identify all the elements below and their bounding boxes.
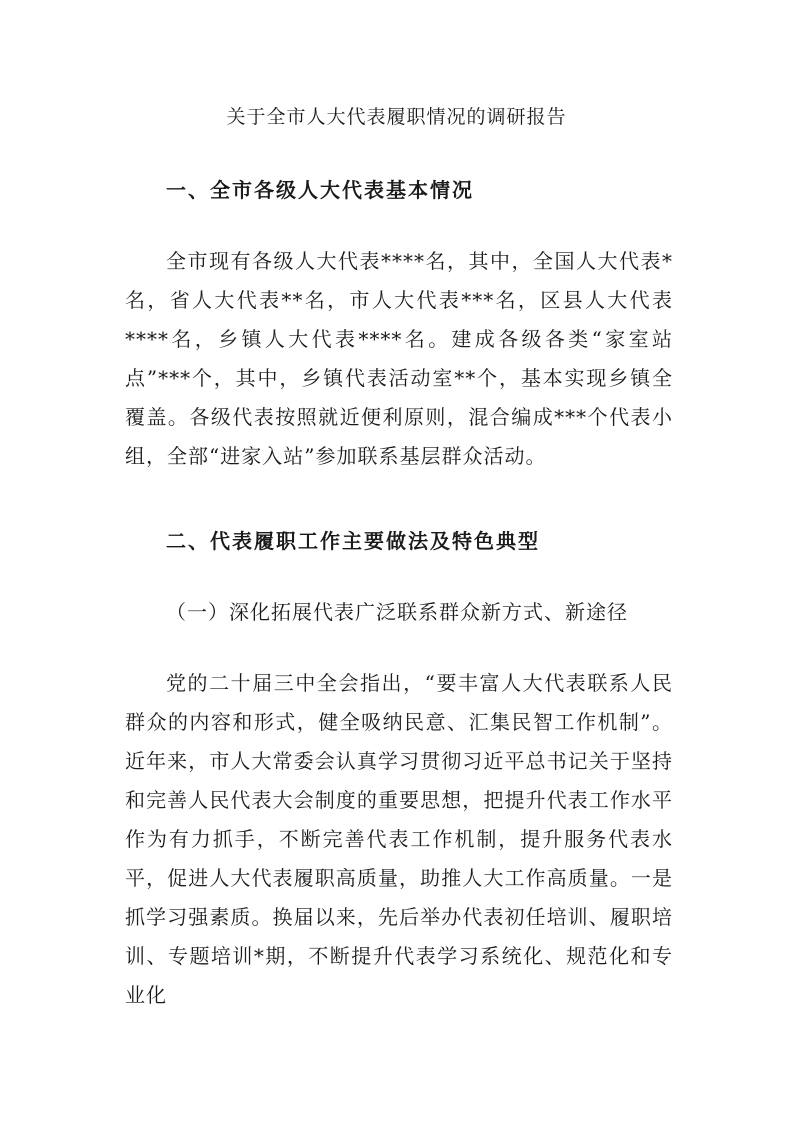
section-1-heading: 一、全市各级人大代表基本情况	[166, 178, 474, 202]
document-title: 关于全市人大代表履职情况的调研报告	[226, 106, 567, 128]
subsection-1-heading: （一）深化拓展代表广泛联系群众新方式、新途径	[166, 600, 628, 624]
section-2-heading: 二、代表履职工作主要做法及特色典型	[166, 529, 540, 553]
section-1-paragraph: 全市现有各级人大代表****名，其中，全国人大代表*名，省人大代表**名，市人大代表***名，区县人大代表****名，乡镇人大代表****名。建成各级各类“家室站点”***个，其中，乡镇代表活动室**个，基本实现乡镇全覆盖。各级代表按照就近便利原则，混合编成***个代表小组，全部“进家入站”参加联系基层群众活动。	[125, 249, 673, 468]
subsection-1-paragraph: 党的二十届三中全会指出，“要丰富人大代表联系人民群众的内容和形式，健全吸纳民意、汇集民智工作机制”。近年来，市人大常委会认真学习贯彻习近平总书记关于坚持和完善人民代表大会制度的重要思想，把提升代表工作水平作为有力抓手，不断完善代表工作机制，提升服务代表水平，促进人大代表履职高质量，助推人大工作高质量。一是抓学习强素质。换届以来，先后举办代表初任培训、履职培训、专题培训*期，不断提升代表学习系统化、规范化和专业化	[125, 671, 673, 1007]
